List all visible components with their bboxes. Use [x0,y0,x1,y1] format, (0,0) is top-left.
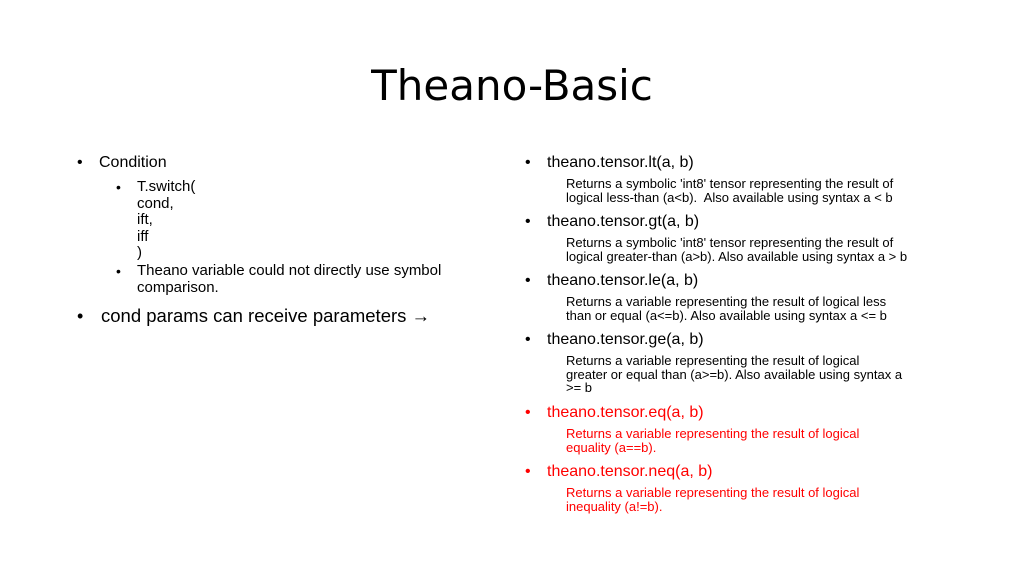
fn-description [566,177,893,204]
desc-line: than or equal (a<=b). Also available using syntax a <= b [566,307,887,323]
fn-description [566,354,902,395]
desc-line: equality (a==b). [566,439,657,455]
fn-ge [525,330,704,350]
fn-description [566,427,859,454]
desc-line: logical greater-than (a>b). Also available using syntax a > b [566,248,908,264]
fn-gt [525,212,699,232]
desc-line: >= b [566,380,593,395]
switch-line: ) [137,244,142,261]
switch-line: T.switch( [137,178,196,195]
bullet-condition [77,154,167,172]
bullet-dot-icon: • [525,272,531,289]
bullet-dot-icon: • [116,179,121,195]
variable-line: Theano variable could not directly use symbol [137,262,442,279]
fn-neq [525,462,712,482]
bullet-dot-icon: • [525,463,531,480]
bullet-dot-icon: • [525,331,531,348]
desc-line: Returns a symbolic 'int8' tensor representing the result of [566,176,894,191]
variable-line: comparison. [137,278,219,296]
params-text: cond params can receive parameters → [101,305,431,326]
variable-text [137,263,441,296]
switch-line: ift, [137,211,153,228]
bullet-params [77,305,430,327]
bullet-dot-icon: • [525,213,531,230]
bullet-switch [116,179,195,262]
fn-le [525,271,698,291]
desc-line: greater or equal than (a>=b). Also available using syntax a [566,366,903,382]
slide-title: Theano-Basic [371,61,653,110]
switch-code [137,179,195,262]
condition-label: Condition [99,154,167,171]
fn-name: theano.tensor.ge(a, b) [547,331,704,348]
fn-description [566,295,887,322]
bullet-dot-icon: • [116,263,121,279]
bullet-dot-icon: • [525,404,531,421]
switch-line: iff [137,227,149,245]
desc-line: Returns a symbolic 'int8' tensor representing the result of [566,235,894,250]
bullet-dot-icon: • [525,154,531,171]
fn-name: theano.tensor.lt(a, b) [547,154,694,171]
bullet-dot-icon: • [77,306,84,326]
switch-line: cond, [137,194,174,212]
fn-description [566,486,859,513]
desc-line: Returns a variable representing the result of logical [566,485,860,500]
fn-name: theano.tensor.le(a, b) [547,272,699,289]
fn-eq [525,403,704,423]
desc-line: Returns a variable representing the result of logical less [566,294,887,309]
fn-name: theano.tensor.eq(a, b) [547,404,704,421]
fn-name: theano.tensor.gt(a, b) [547,213,700,230]
fn-lt [525,153,694,173]
desc-line: inequality (a!=b). [566,498,663,514]
desc-line: Returns a variable representing the result of logical [566,353,860,368]
bullet-variable [116,263,441,296]
bullet-dot-icon: • [77,154,83,171]
fn-description [566,236,907,263]
fn-name: theano.tensor.neq(a, b) [547,463,713,480]
desc-line: logical less-than (a<b). Also available using syntax a < b [566,189,893,205]
desc-line: Returns a variable representing the result of logical [566,426,860,441]
